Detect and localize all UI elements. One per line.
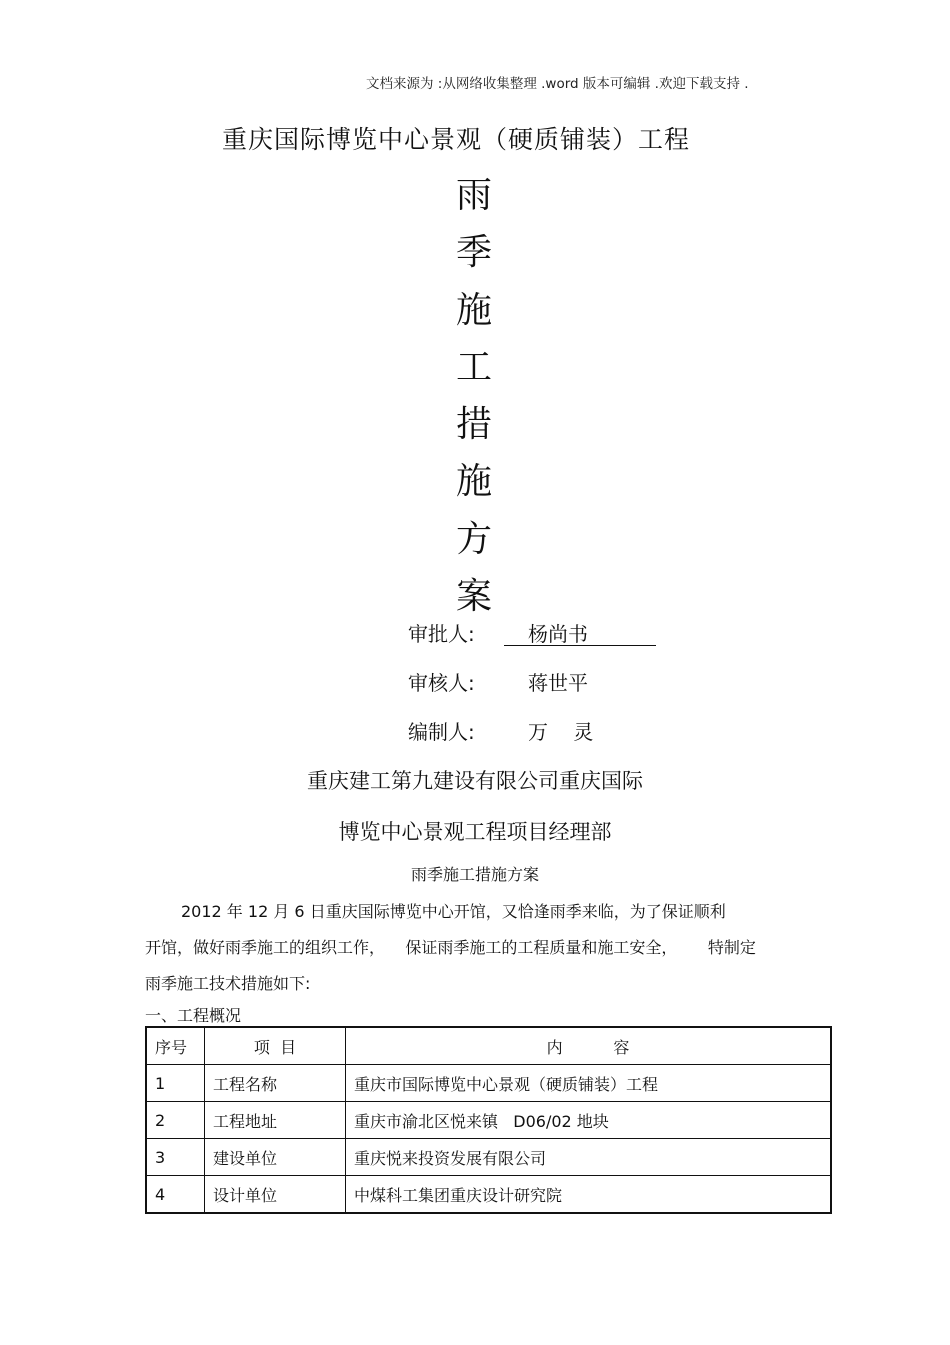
cell-item: 工程名称 [205, 1065, 346, 1102]
section-heading: 一、工程概况 [145, 1006, 242, 1025]
company-name-line1: 重庆建工第九建设有限公司重庆国际 [307, 769, 643, 793]
vertical-document-title [444, 167, 504, 625]
table-row [146, 1102, 831, 1139]
cell-content: 中煤科工集团重庆设计研究院 [346, 1176, 832, 1214]
title-char: 施 [455, 289, 492, 331]
title-char: 季 [455, 232, 492, 274]
cell-item: 工程地址 [205, 1102, 346, 1139]
cell-content: 重庆市渝北区悦来镇 D06/02 地块 [346, 1102, 832, 1139]
document-subtitle: 雨季施工措施方案 [410, 865, 539, 884]
title-char: 工 [455, 346, 492, 388]
project-title: 重庆国际博览中心景观（硬质铺装）工程 [221, 125, 690, 154]
compiler-row [408, 716, 593, 745]
intro-line-2: 开馆，做好雨季施工的组织工作， 保证雨季施工的工程质量和施工安全， 特制定 [145, 938, 756, 957]
project-overview-table [145, 1026, 832, 1214]
reviewer-label: 审核人: [408, 671, 475, 695]
reviewer-name: 蒋世平 [528, 671, 588, 695]
header-content: 内 容 [346, 1027, 832, 1065]
cell-item: 设计单位 [205, 1176, 346, 1214]
title-char: 方 [455, 518, 492, 560]
approver-label: 审批人: [408, 622, 475, 646]
title-char: 施 [455, 461, 492, 503]
cell-no: 4 [146, 1176, 205, 1214]
title-char: 措 [455, 404, 492, 446]
approver-name: 杨尚书 [504, 623, 656, 646]
table-row [146, 1139, 831, 1176]
title-char: 雨 [455, 175, 492, 216]
compiler-name: 万 灵 [528, 720, 594, 744]
title-char: 案 [455, 576, 492, 618]
header-no: 序号 [146, 1027, 205, 1065]
header-item: 项 目 [205, 1027, 346, 1065]
cell-no: 1 [146, 1065, 205, 1102]
table-header-row [146, 1027, 831, 1065]
cell-no: 3 [146, 1139, 205, 1176]
approver-row [408, 618, 656, 647]
intro-line-1: 2012 年 12 月 6 日重庆国际博览中心开馆，又恰逢雨季来临，为了保证顺利 [181, 902, 726, 921]
company-name-line2: 博览中心景观工程项目经理部 [338, 820, 612, 844]
table-row [146, 1065, 831, 1102]
source-note: 文档来源为 :从网络收集整理 .word 版本可编辑 .欢迎下载支持 . [366, 76, 749, 92]
cell-content: 重庆悦来投资发展有限公司 [346, 1139, 832, 1176]
cell-item: 建设单位 [205, 1139, 346, 1176]
reviewer-row [408, 667, 588, 696]
table-row [146, 1176, 831, 1214]
cell-no: 2 [146, 1102, 205, 1139]
intro-line-3: 雨季施工技术措施如下: [145, 974, 311, 993]
compiler-label: 编制人: [408, 720, 475, 744]
cell-content: 重庆市国际博览中心景观（硬质铺装）工程 [346, 1065, 832, 1102]
